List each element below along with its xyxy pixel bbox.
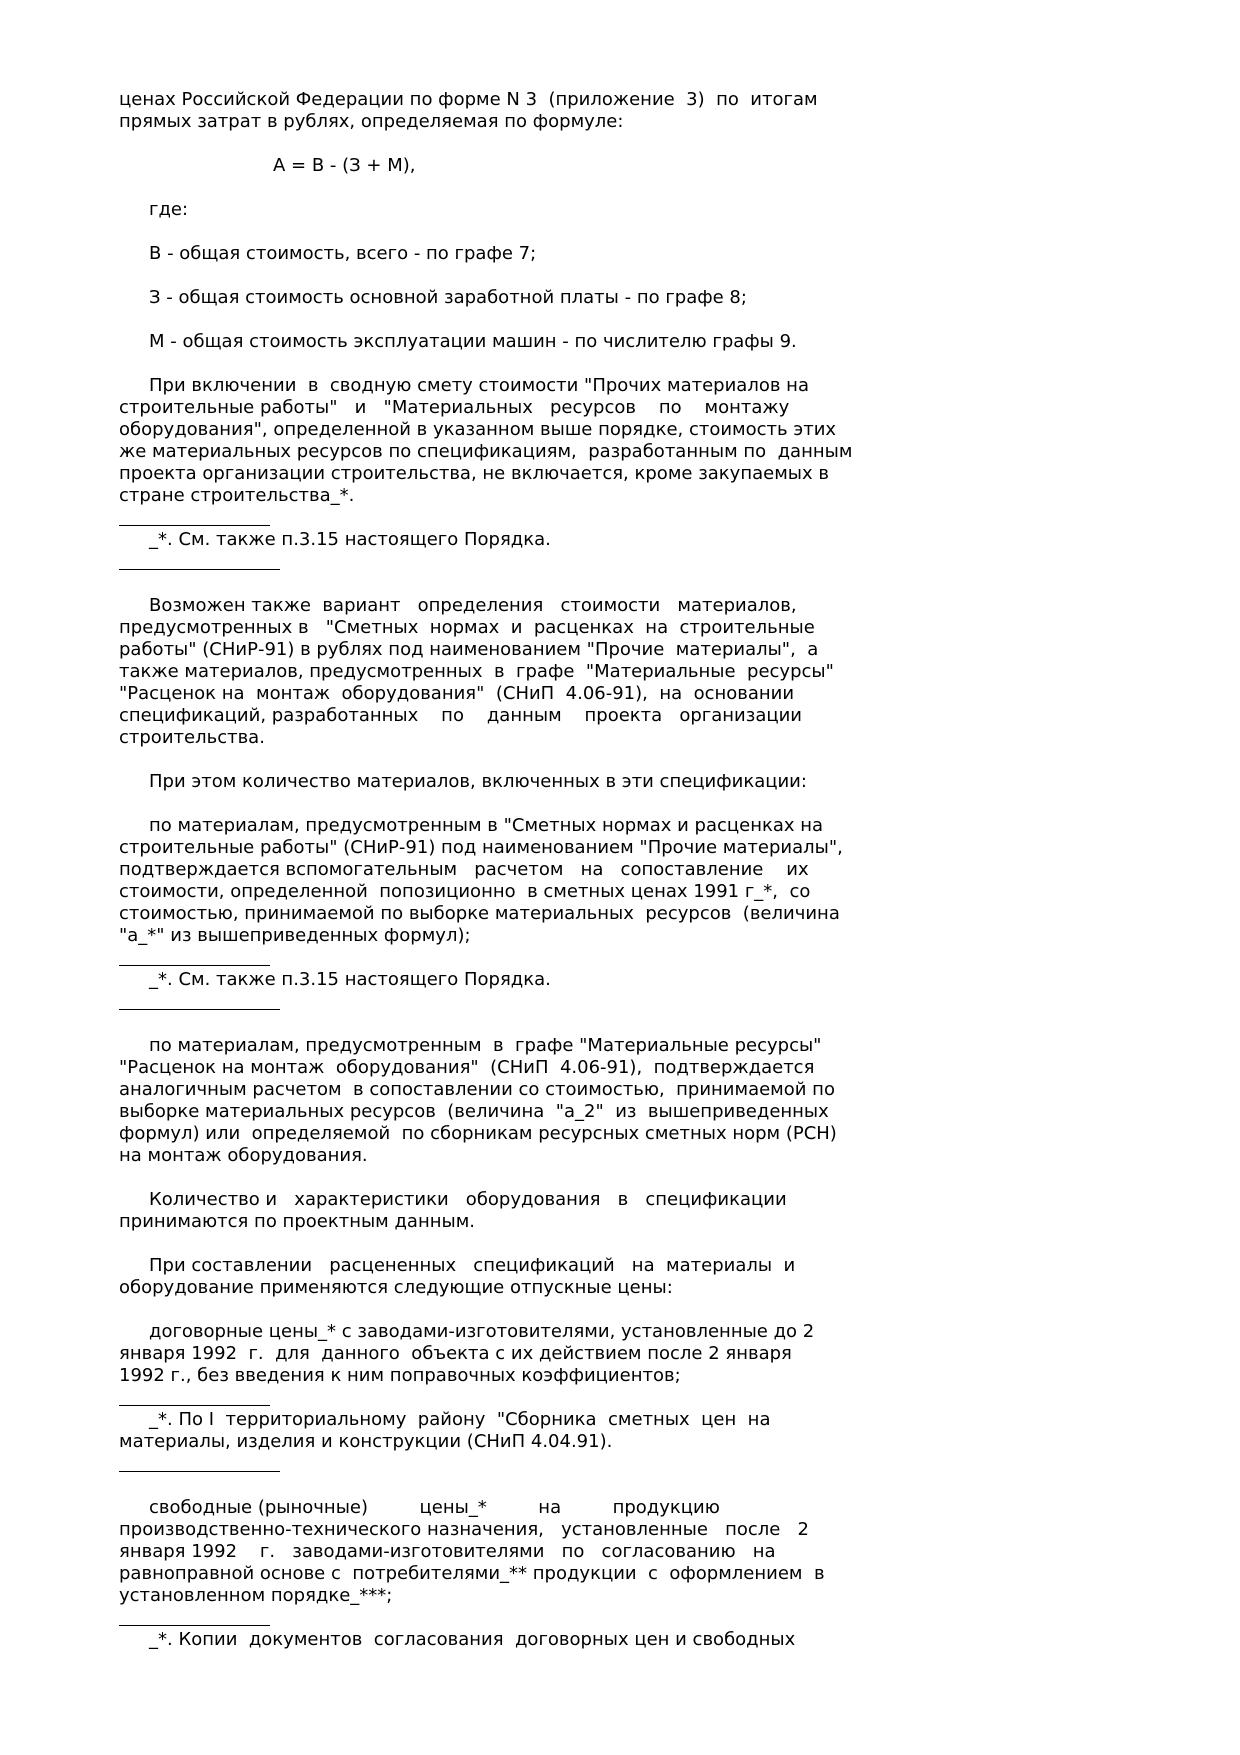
text-line: по материалам, предусмотренным в графе "Материальные ресурсы" [149,1035,822,1056]
text-line: аналогичным расчетом в сопоставлении со стоимостью, принимаемой по [119,1079,835,1100]
text-line: по материалам, предусмотренным в "Сметных нормах и расценках на [149,815,824,836]
footnote-rule [119,1009,280,1010]
footnote-rule [119,1471,280,1472]
text-line: строительные работы" и "Материальных ресурсов по монтажу [119,397,790,418]
text-line: на монтаж оборудования. [119,1145,368,1166]
text-line: "а_*" из вышеприведенных формул); [119,925,471,946]
text-line: января 1992 г. заводами-изготовителями по согласованию на [119,1541,776,1562]
footnote-rule [119,965,270,966]
text-line: М - общая стоимость эксплуатации машин - по числителю графы 9. [149,331,797,352]
text-line: проекта организации строительства, не включается, кроме закупаемых в [119,463,829,484]
text-line: прямых затрат в рублях, определяемая по формуле: [119,111,624,132]
text-line: выборке материальных ресурсов (величина "а_2" из вышеприведенных [119,1101,829,1122]
footnote-rule [119,525,270,526]
text-line: равноправной основе с потребителями_** продукции с оформлением в [119,1563,825,1584]
text-line: производственно-технического назначения, установленные после 2 [119,1519,809,1540]
text-line: З - общая стоимость основной заработной платы - по графе 8; [149,287,747,308]
text-line: Количество и характеристики оборудования в спецификации [149,1189,787,1210]
text-line: 1992 г., без введения к ним поправочных коэффициентов; [119,1365,681,1386]
text-line: стоимости, определенной попозиционно в сметных ценах 1991 г_*, со [119,881,811,902]
text-line: оборудования", определенной в указанном выше порядке, стоимость этих [119,419,837,440]
text-line: оборудование применяются следующие отпускные цены: [119,1277,673,1298]
text-line: формул) или определяемой по сборникам ресурсных сметных норм (РСН) [119,1123,837,1144]
text-line: В - общая стоимость, всего - по графе 7; [149,243,537,264]
text-line: принимаются по проектным данным. [119,1211,476,1232]
text-line: же материальных ресурсов по спецификациям, разработанным по данным [119,441,853,462]
text-line: подтверждается вспомогательным расчетом на сопоставление их [119,859,809,880]
footnote-rule [119,1405,270,1406]
footnote-rule [119,569,280,570]
text-line: При включении в сводную смету стоимости "Прочих материалов на [149,375,809,396]
footnote-text: _*. См. также п.3.15 настоящего Порядка. [149,969,551,990]
text-line: строительства. [119,727,265,748]
formula: А = В - (З + М), [273,155,416,176]
text-line: свободные (рыночные) цены_* на продукцию [149,1497,720,1518]
text-line: января 1992 г. для данного объекта с их действием после 2 января [119,1343,792,1364]
text-line: стоимостью, принимаемой по выборке материальных ресурсов (величина [119,903,840,924]
footnote-text: _*. См. также п.3.15 настоящего Порядка. [149,529,551,550]
text-line: где: [149,199,189,220]
text-line: ценах Российской Федерации по форме N 3 (приложение 3) по итогам [119,89,818,110]
footnote-rule [119,1625,270,1626]
text-line: строительные работы" (СНиР-91) под наименованием "Прочие материалы", [119,837,843,858]
text-line: спецификаций, разработанных по данным проекта организации [119,705,803,726]
text-line: установленном порядке_***; [119,1585,393,1606]
text-line: "Расценок на монтаж оборудования" (СНиП 4.06-91), на основании [119,683,795,704]
text-line: работы" (СНиР-91) в рублях под наименованием "Прочие материалы", а [119,639,819,660]
text-line: стране строительства_*. [119,485,355,506]
text-line: предусмотренных в "Сметных нормах и расценках на строительные [119,617,815,638]
text-line: "Расценок на монтаж оборудования" (СНиП 4.06-91), подтверждается [119,1057,815,1078]
footnote-text: _*. По I территориальному району "Сборника сметных цен на [149,1409,771,1430]
text-line: также материалов, предусмотренных в графе "Материальные ресурсы" [119,661,834,682]
text-line: договорные цены_* с заводами-изготовителями, установленные до 2 [149,1321,815,1342]
text-line: При составлении расцененных спецификаций на материалы и [149,1255,796,1276]
text-line: Возможен также вариант определения стоимости материалов, [149,595,797,616]
footnote-text: _*. Копии документов согласования договорных цен и свободных [149,1629,796,1650]
text-line: При этом количество материалов, включенных в эти спецификации: [149,771,807,792]
footnote-text: материалы, изделия и конструкции (СНиП 4.04.91). [119,1431,613,1452]
